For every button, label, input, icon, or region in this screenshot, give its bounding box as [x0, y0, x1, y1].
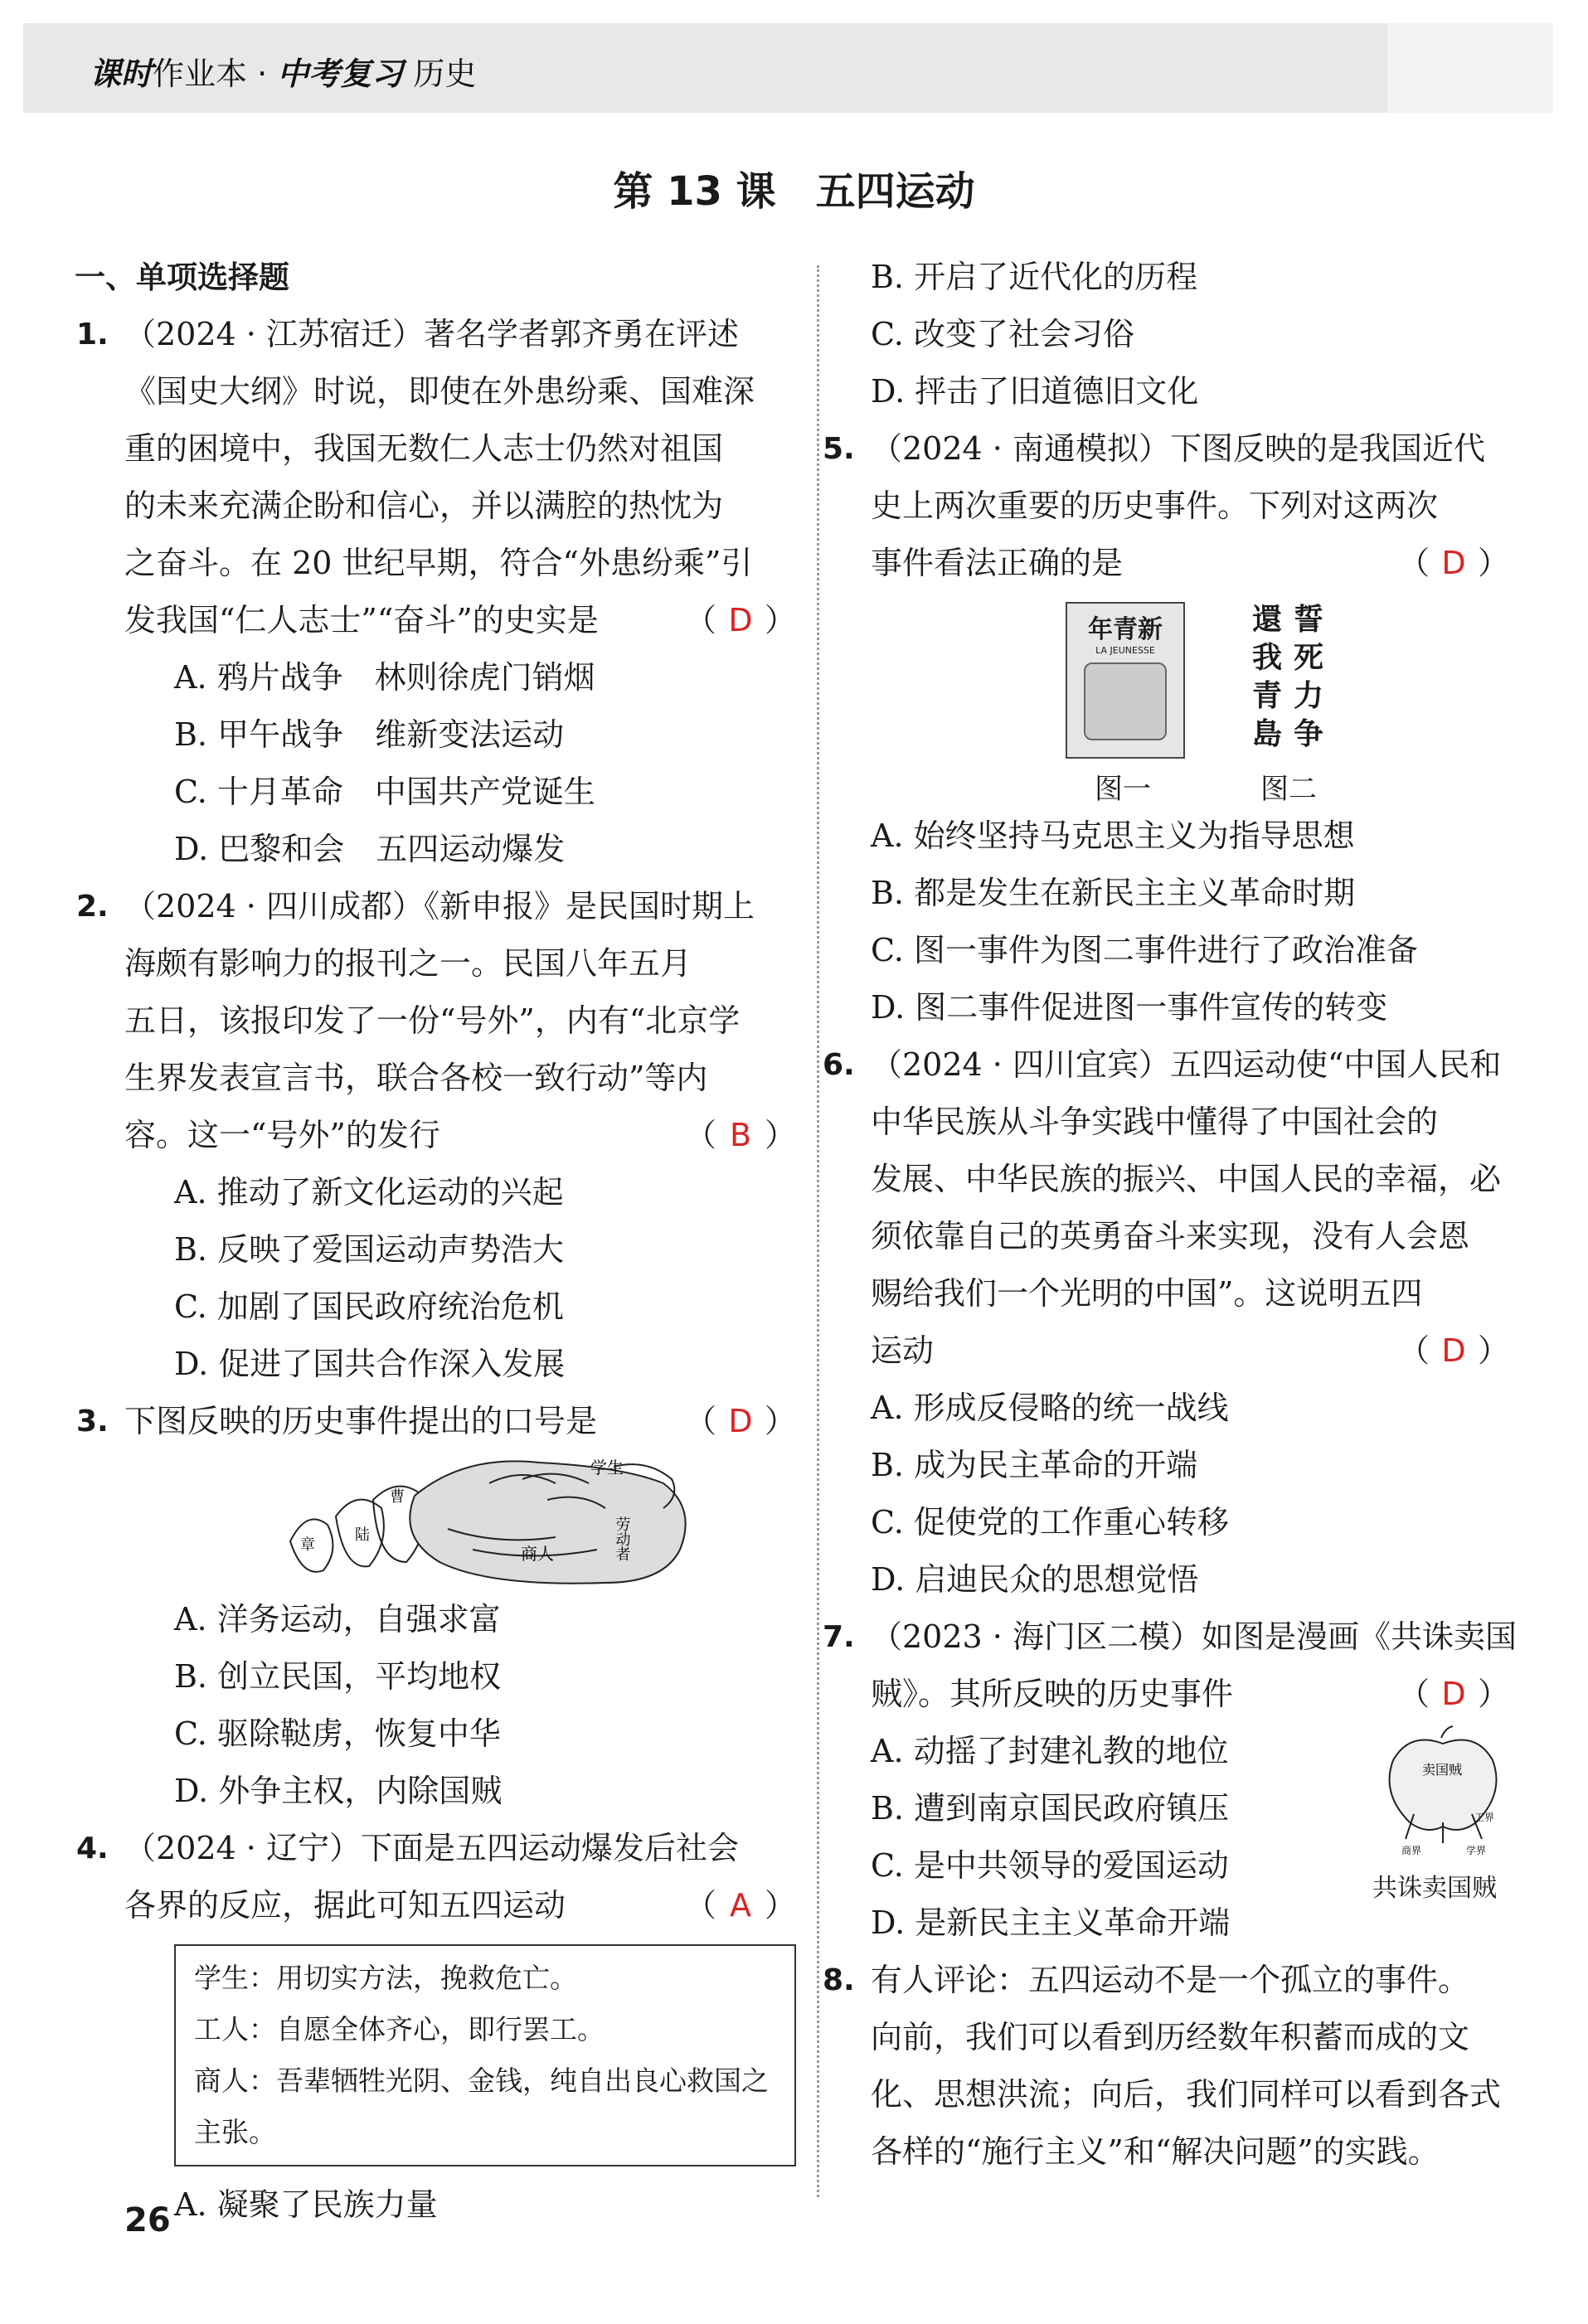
- cartoon-label: 学界: [1466, 1845, 1487, 1856]
- apple-cartoon-image: [1377, 1723, 1509, 1864]
- question-text: 赐给我们一个光明的中国”。这说明五四: [871, 1275, 1423, 1312]
- option-d: D. 促进了国共合作深入发展: [174, 1346, 566, 1382]
- option-c: C. 改变了社会习俗: [871, 316, 1134, 352]
- question-6: [823, 1036, 1509, 1608]
- question-text: 重的困境中，我国无数仁人志士仍然对祖国: [124, 430, 724, 467]
- lesson-title: 第 13 课 五四运动: [613, 168, 975, 215]
- question-3: [76, 1393, 796, 1820]
- question-text: （2024 · 江苏宿迁）著名学者郭齐勇在评述: [124, 316, 739, 352]
- figure-1-caption: 图一: [1095, 773, 1151, 806]
- option-c: C. 促使党的工作重心转移: [871, 1504, 1229, 1540]
- quote-line: 工人：自愿全体齐心，即行罢工。: [194, 2013, 605, 2045]
- question-number: 1.: [76, 318, 109, 352]
- question-number: 7.: [823, 1620, 855, 1654]
- answer-bracket: （ D ）: [1398, 1322, 1509, 1380]
- question-1: [76, 306, 796, 878]
- answer-mark: B: [729, 1117, 752, 1153]
- question-text: 的未来充满企盼和信心，并以满腔的热忱为: [124, 488, 724, 524]
- question-text: 有人评论：五四运动不是一个孤立的事件。: [871, 1962, 1470, 1998]
- header-corner-decoration: [1387, 23, 1553, 113]
- question-7: [823, 1608, 1517, 1952]
- option-d: D. 巴黎和会 五四运动爆发: [174, 831, 566, 867]
- answer-mark: D: [1441, 545, 1466, 581]
- question-text: 五日，该报印发了一份“号外”，内有“北京学: [124, 1002, 741, 1039]
- cartoon-label: 曹: [390, 1488, 405, 1506]
- question-text: 之奋斗。在 20 世纪早期，符合“外患纷乘”引: [124, 545, 753, 581]
- figure-2-slogan: 誓 死 力 争 還 我 青 島: [1252, 602, 1324, 751]
- cartoon-label: 陆: [355, 1526, 370, 1544]
- figure-1-magazine-cover: [1066, 602, 1185, 759]
- question-number: 5.: [823, 432, 855, 466]
- option-d: D. 抨击了旧道德旧文化: [871, 373, 1199, 410]
- option-c: C. 驱除鞑虏，恢复中华: [174, 1715, 501, 1752]
- option-a: A. 推动了新文化运动的兴起: [174, 1174, 564, 1211]
- option-b: B. 都是发生在新民主主义革命时期: [871, 875, 1356, 911]
- answer-mark: D: [728, 602, 753, 638]
- figure-2-caption: 图二: [1260, 773, 1317, 806]
- question-text: （2023 · 海门区二模）如图是漫画《共诛卖国: [871, 1618, 1517, 1655]
- question-text: （2024 · 辽宁）下面是五四运动爆发后社会: [124, 1830, 739, 1866]
- option-c: C. 十月革命 中国共产党诞生: [174, 774, 595, 810]
- quote-line: 商人：吾辈牺牲光阴、金钱，纯自出良心救国之主张。: [194, 2064, 769, 2148]
- answer-bracket: （ D ）: [1398, 1666, 1509, 1723]
- option-c: C. 是中共领导的爱国运动: [871, 1847, 1229, 1884]
- right-column: [823, 249, 1517, 2181]
- answer-bracket: （ B ）: [685, 1107, 796, 1164]
- left-column: [75, 249, 796, 2234]
- cartoon-label: 商人: [521, 1544, 554, 1564]
- magazine-title: 年青新: [1088, 615, 1163, 644]
- question-text: 各样的“施行主义”和“解决问题”的实践。: [871, 2133, 1440, 2170]
- option-b: B. 反映了爱国运动声势浩大: [174, 1231, 565, 1268]
- option-a: A. 始终坚持马克思主义为指导思想: [871, 818, 1355, 854]
- question-number: 4.: [76, 1832, 109, 1866]
- cartoon-label: 商界: [1401, 1845, 1422, 1856]
- option-b: B. 开启了近代化的历程: [871, 259, 1198, 295]
- option-b: B. 遭到南京国民政府镇压: [871, 1790, 1230, 1827]
- question-text: 化、思想洪流；向后，我们同样可以看到各式: [871, 2076, 1502, 2113]
- option-b: B. 创立民国，平均地权: [174, 1658, 502, 1695]
- answer-bracket: （ A ）: [685, 1877, 796, 1934]
- column-divider: [817, 265, 819, 2197]
- magazine-subtitle: LA JEUNESSE: [1095, 645, 1155, 656]
- quote-box: [174, 1944, 796, 2166]
- question-text: 发展、中华民族的振兴、中国人民的幸福，必: [871, 1161, 1502, 1197]
- quote-line: 学生：用切实方法，挽救危亡。: [194, 1962, 577, 1994]
- question-text: （2024 · 四川宜宾）五四运动使“中国人民和: [871, 1046, 1502, 1083]
- answer-bracket: （ D ）: [685, 592, 796, 649]
- option-b: B. 甲午战争 维新变法运动: [174, 716, 565, 753]
- question-text: 下图反映的历史事件提出的口号是: [124, 1403, 598, 1439]
- answer-bracket: （ D ）: [1398, 535, 1509, 592]
- cartoon-label: 劳动者: [613, 1516, 631, 1561]
- magazine-portrait: [1084, 662, 1167, 740]
- question-8: [823, 1952, 1509, 2181]
- option-a: A. 形成反侵略的统一战线: [871, 1390, 1229, 1426]
- option-d: D. 是新民主主义革命开端: [871, 1904, 1231, 1941]
- cartoon-label: 工界: [1474, 1812, 1495, 1823]
- question-text: 贼》。其所反映的历史事件: [871, 1676, 1234, 1712]
- question-text: 容。这一“号外”的发行: [124, 1117, 440, 1153]
- answer-mark: D: [1441, 1676, 1466, 1712]
- section-title: 一、单项选择题: [75, 260, 289, 295]
- cartoon-label: 章: [300, 1536, 315, 1554]
- answer-mark: D: [1441, 1332, 1466, 1369]
- question-text: 海颇有影响力的报刊之一。民国八年五月: [124, 945, 692, 982]
- option-a: A. 凝聚了民族力量: [174, 2186, 438, 2223]
- cartoon-caption: 共诛卖国贼: [1372, 1874, 1497, 1903]
- option-a: A. 鸦片战争 林则徐虎门销烟: [174, 659, 595, 696]
- question-text: 运动: [871, 1332, 935, 1369]
- question-number: 6.: [823, 1048, 855, 1082]
- question-5: [823, 420, 1509, 1036]
- question-number: 8.: [823, 1963, 855, 1997]
- question-text: 中华民族从斗争实践中懂得了中国社会的: [871, 1104, 1439, 1140]
- cartoon-label: 卖国贼: [1422, 1762, 1463, 1778]
- fist-cartoon-image: [274, 1450, 738, 1587]
- option-a: A. 洋务运动，自强求富: [174, 1601, 501, 1637]
- option-c: C. 加剧了国民政府统治危机: [174, 1288, 564, 1325]
- option-a: A. 动摇了封建礼教的地位: [871, 1733, 1229, 1769]
- figures: [871, 592, 1509, 808]
- answer-mark: A: [729, 1887, 751, 1924]
- question-text: 各界的反应，据此可知五四运动: [124, 1887, 566, 1924]
- answer-bracket: （ D ）: [685, 1393, 796, 1450]
- option-b: B. 成为民主革命的开端: [871, 1447, 1198, 1483]
- cartoon-fist-illustration: [124, 1450, 796, 1591]
- option-c: C. 图一事件为图二事件进行了政治准备: [871, 932, 1418, 968]
- question-text: 事件看法正确的是: [871, 545, 1124, 581]
- page-header: [23, 23, 1553, 113]
- answer-mark: D: [728, 1403, 753, 1439]
- question-text: 史上两次重要的历史事件。下列对这两次: [871, 488, 1439, 524]
- question-number: 3.: [76, 1405, 109, 1439]
- question-text: （2024 · 南通模拟）下图反映的是我国近代: [871, 430, 1485, 467]
- question-text: 发我国“仁人志士”“奋斗”的史实是: [124, 602, 599, 638]
- question-number: 2.: [76, 890, 109, 924]
- question-text: 生界发表宣言书，联合各校一致行动”等内: [124, 1060, 708, 1096]
- option-d: D. 图二事件促进图一事件宣传的转变: [871, 989, 1388, 1026]
- cartoon-traitor-illustration: [1372, 1723, 1509, 1903]
- question-text: 向前，我们可以看到历经数年积蓄而成的文: [871, 2019, 1470, 2055]
- option-d: D. 启迪民众的思想觉悟: [871, 1561, 1199, 1598]
- cartoon-label: 学生: [590, 1458, 624, 1477]
- question-text: 须依靠自己的英勇奋斗来实现，没有人会恩: [871, 1218, 1470, 1254]
- question-4: [76, 1820, 796, 2234]
- page-number: 26: [124, 2201, 171, 2239]
- option-d: D. 外争主权，内除国贼: [174, 1773, 503, 1809]
- question-text: 《国史大纲》时说，即使在外患纷乘、国难深: [124, 373, 755, 410]
- question-text: （2024 · 四川成都）《新申报》是民国时期上: [124, 888, 755, 924]
- header-title: 课时作业本 · 中考复习 历史: [90, 56, 477, 92]
- question-2: [76, 878, 796, 1393]
